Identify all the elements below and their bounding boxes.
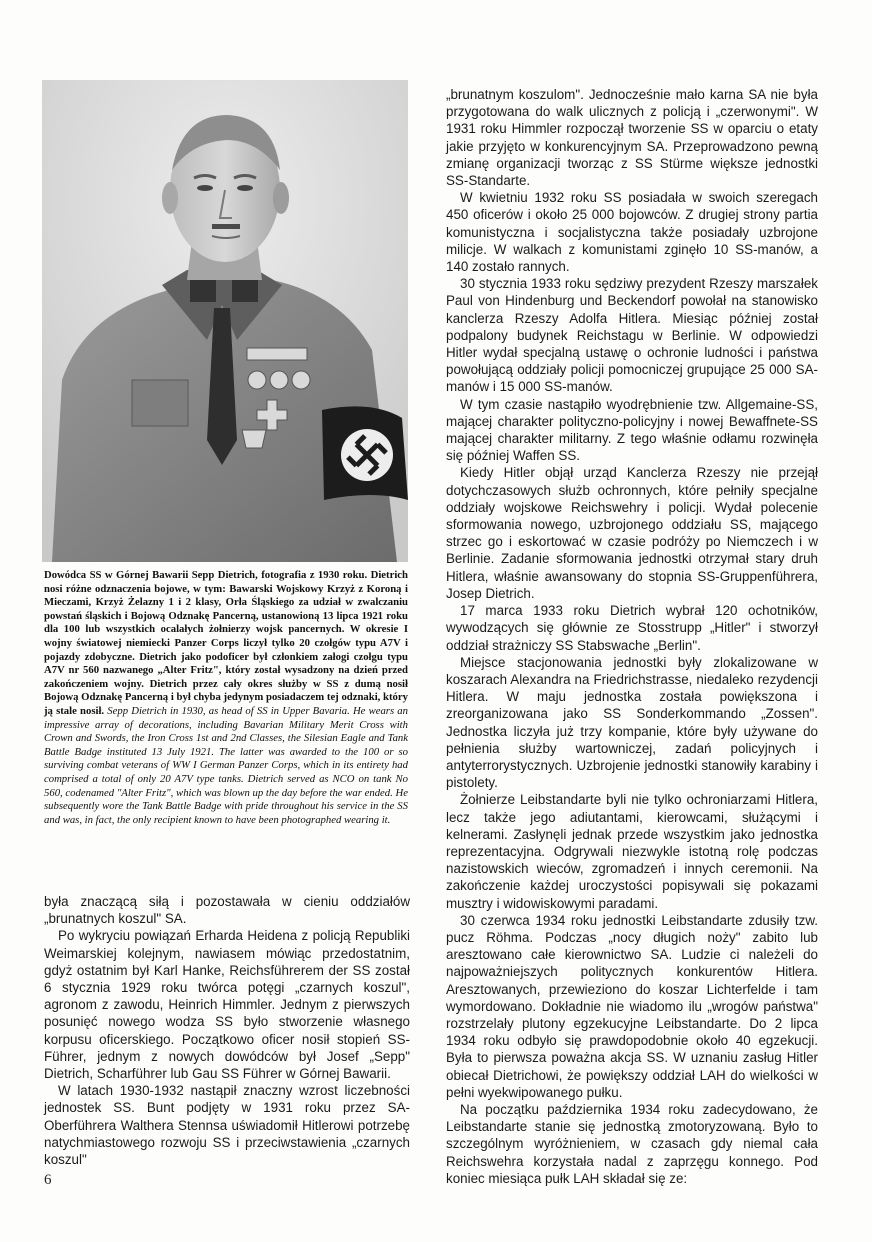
- right-paragraph: Żołnierze Leibstandarte byli nie tylko ochroniarzami Hitlera, lecz także jego adiutantami, kierowcami, służącymi i kelnerami. Zasłynęli jednak przede wszystkim jako jednostka reprezentacyjna. Odgrywali niezwykle istotną rolę podczas nazistowskich wieców, zgromadzeń i innych ceremonii. Na zakończenie każdej uroczystości popisywali się pokazami musztry i widowiskowymi paradami.: [446, 792, 818, 911]
- right-paragraph: W tym czasie nastąpiło wyodrębnienie tzw. Allgemaine-SS, mającej charakter polityczno-policyjny i nowej Bewaffnete-SS mającej charakter militarny. Z tego właśnie odłamu rozwinęła się później Waffen SS.: [446, 396, 818, 464]
- portrait-photo: [42, 80, 408, 562]
- portrait-image: [42, 80, 408, 562]
- left-paragraph: była znaczącą siłą i pozostawała w cieniu oddziałów „brunatnych koszul" SA.: [44, 894, 410, 927]
- right-paragraph: 30 czerwca 1934 roku jednostki Leibstandarte zdusiły tzw. pucz Röhma. Podczas „nocy długich noży" zabito lub aresztowano całe kierownictwo SA. Ludzie ci należeli do najpoważniejszych politycznych konkurentów Hitlera. Aresztowanych, przewieziono do koszar Lichterfelde i tam wymordowano. Dokładnie nie wiadomo ilu „wrogów państwa" rozstrzelały plutony egzekucyjne Leibstandarte. Do 2 lipca 1934 roku odbyło się prawdopodobnie około 40 egzekucji. Była to pierwsza poważna akcja SS. W uznaniu zasług Hitler obiecał Dietrichowi, że powiększy oddział LAH do wielkości w pełni wyekwipowanego pułku.: [446, 912, 818, 1100]
- caption-polish: Dowódca SS w Górnej Bawarii Sepp Dietrich, fotografia z 1930 roku. Dietrich nosi różne odznaczenia bojowe, w tym: Bawarski Wojskowy Krzyż z Koroną i Mieczami, Krzyż Żelazny 1 i 2 klasy, Orła Śląskiego za udział w zwalczaniu powstań śląskich i Bojową Odznakę Pancerną, ustanowioną 13 lipca 1921 roku dla 100 lub wszystkich ocalałych żołnierzy wojsk pancernych. W okresie I wojny światowej niemiecki Panzer Corps liczył tylko 20 czołgów typu A7V i pojazdy zdobyczne. Dietrich jako podoficer był członkiem załogi czołgu typu A7V nr 560 nazwanego „Alter Fritz", który został wysadzony na dzień przed zakończeniem wojny. Dietrich przez cały okres służby w SS z dumą nosił Bojową Odznakę Pancerną i był chyba jedynym posiadaczem tej odznaki, który ją stale nosił.: [44, 569, 408, 717]
- left-paragraph: Po wykryciu powiązań Erharda Heidena z policją Republiki Weimarskiej kolejnym, nawiasem mówiąc przedostatnim, gdyż ostatnim był Karl Hanke, Reichsführerem der SS został 6 stycznia 1929 roku twórca potęgi „czarnych koszul", agronom z zawodu, Heinrich Himmler. Jednym z pierwszych posunięć nowego wodza SS było stworzenie własnego korpusu oficerskiego. Początkowo oficer nosił stopień SS-Führer, jednym z nowych dowódców był Josef „Sepp" Dietrich, Scharführer lub Gau SS Führer w Górnej Bawarii.: [44, 928, 410, 1082]
- right-paragraph: Miejsce stacjonowania jednostki były zlokalizowane w koszarach Alexandra na Friedrichstrasse, niedaleko rezydencji Hitlera. W maju jednostka została powiększona i zreorganizowana jako SS Sonderkommando „Zossen". Jednostka liczyła już trzy kompanie, które były używane do pełnienia służby wartowniczej, zadań policyjnych i antyterrorystycznych. Uzbrojenie jednostki stanowiły karabiny i pistolety.: [446, 654, 818, 791]
- right-paragraph: „brunatnym koszulom". Jednocześnie mało karna SA nie była przygotowana do walk ulicznych z policją i „czerwonymi". W 1931 roku Himmler rozpoczął tworzenie SS w oparciu o etaty jakie przyjęto w konkurencyjnym SA. Przeprowadzono pewną zmianę organizacji tworząc z SS Stürme większe jednostki SS-Standarte.: [446, 87, 818, 189]
- left-column: [44, 893, 410, 1168]
- right-paragraph: Kiedy Hitler objął urząd Kanclerza Rzeszy nie przejął dotychczasowych służb ochronnych, które pełniły specjalne oddziały wojskowe Reichswehry i policji. Wydał polecenie sformowania nowego, uzbrojonego oddziału SS, mającego strzec go i eskortować w czasie podróży po Niemczech i w Berlinie. Zadanie sformowania jednostki otrzymał stary druh Hitlera, właśnie awansowany do stopnia SS-Gruppenführera, Josep Dietrich.: [446, 465, 818, 601]
- right-paragraph: W kwietniu 1932 roku SS posiadała w swoich szeregach 450 oficerów i około 25 000 bojowców. Z drugiej strony partia komunistyczna i socjalistyczna także posiadały uzbrojone milicje. W walkach z komunistami zginęło 10 SS-manów, a 140 zostało rannych.: [446, 190, 818, 275]
- right-paragraph: Na początku października 1934 roku zadecydowano, że Leibstandarte stanie się jednostką zmotoryzowaną. Było to szczególnym wyróżnieniem, w czasach gdy niemal cała Reichswehra korzystała nadal z zaprzęgu konnego. Pod koniec miesiąca pułk LAH składał się ze:: [446, 1101, 818, 1186]
- photo-caption: [44, 569, 408, 827]
- right-paragraph: 17 marca 1933 roku Dietrich wybrał 120 ochotników, wywodzących się głównie ze Stosstrupp „Hitler" i stworzył oddział strażniczy SS Stabswache „Berlin".: [446, 603, 818, 653]
- page-number: 6: [44, 1172, 52, 1188]
- caption-english: Sepp Dietrich in 1930, as head of SS in Upper Bavaria. He wears an impressive array of decorations, including Bavarian Military Merit Cross with Crown and Swords, the Iron Cross 1st and 2nd Classes, the Silesian Eagle and Tank Battle Badge instituted 13 July 1921. The latter was awarded to the 100 or so surviving combat veterans of WW I German Panzer Corps, which in its entirety had comprised a total of only 20 A7V type tanks. Dietrich served as NCO on tank No 560, codenamed "Alter Fritz", which was blown up the day before the war ended. He subsequently wore the Tank Battle Badge with pride throughout his service in the SS and was, in fact, the only recipient known to have been photographed wearing it.: [44, 704, 408, 826]
- right-paragraph: 30 stycznia 1933 roku sędziwy prezydent Rzeszy marszałek Paul von Hindenburg und Beckendorf powołał na stanowisko kanclerza Rzeszy Adolfa Hitlera. Miesiąc później został podpalony budynek Reichstagu w Berlinie. W odpowiedzi Hitler wydał specjalną ustawę o ochronie ludności i państwa powołującą oddziały policji pomocniczej grupujące 25 000 SA-manów i 15 000 SS-manów.: [446, 276, 818, 395]
- left-paragraph: W latach 1930-1932 nastąpił znaczny wzrost liczebności jednostek SS. Bunt podjęty w 1931 roku przez SA-Oberführera Walthera Stennsa uświadomił Hitlerowi potrzebę natychmiastowego rozwoju SS i przeciwstawienia „czarnych koszul": [44, 1083, 410, 1168]
- right-column: [446, 86, 818, 1187]
